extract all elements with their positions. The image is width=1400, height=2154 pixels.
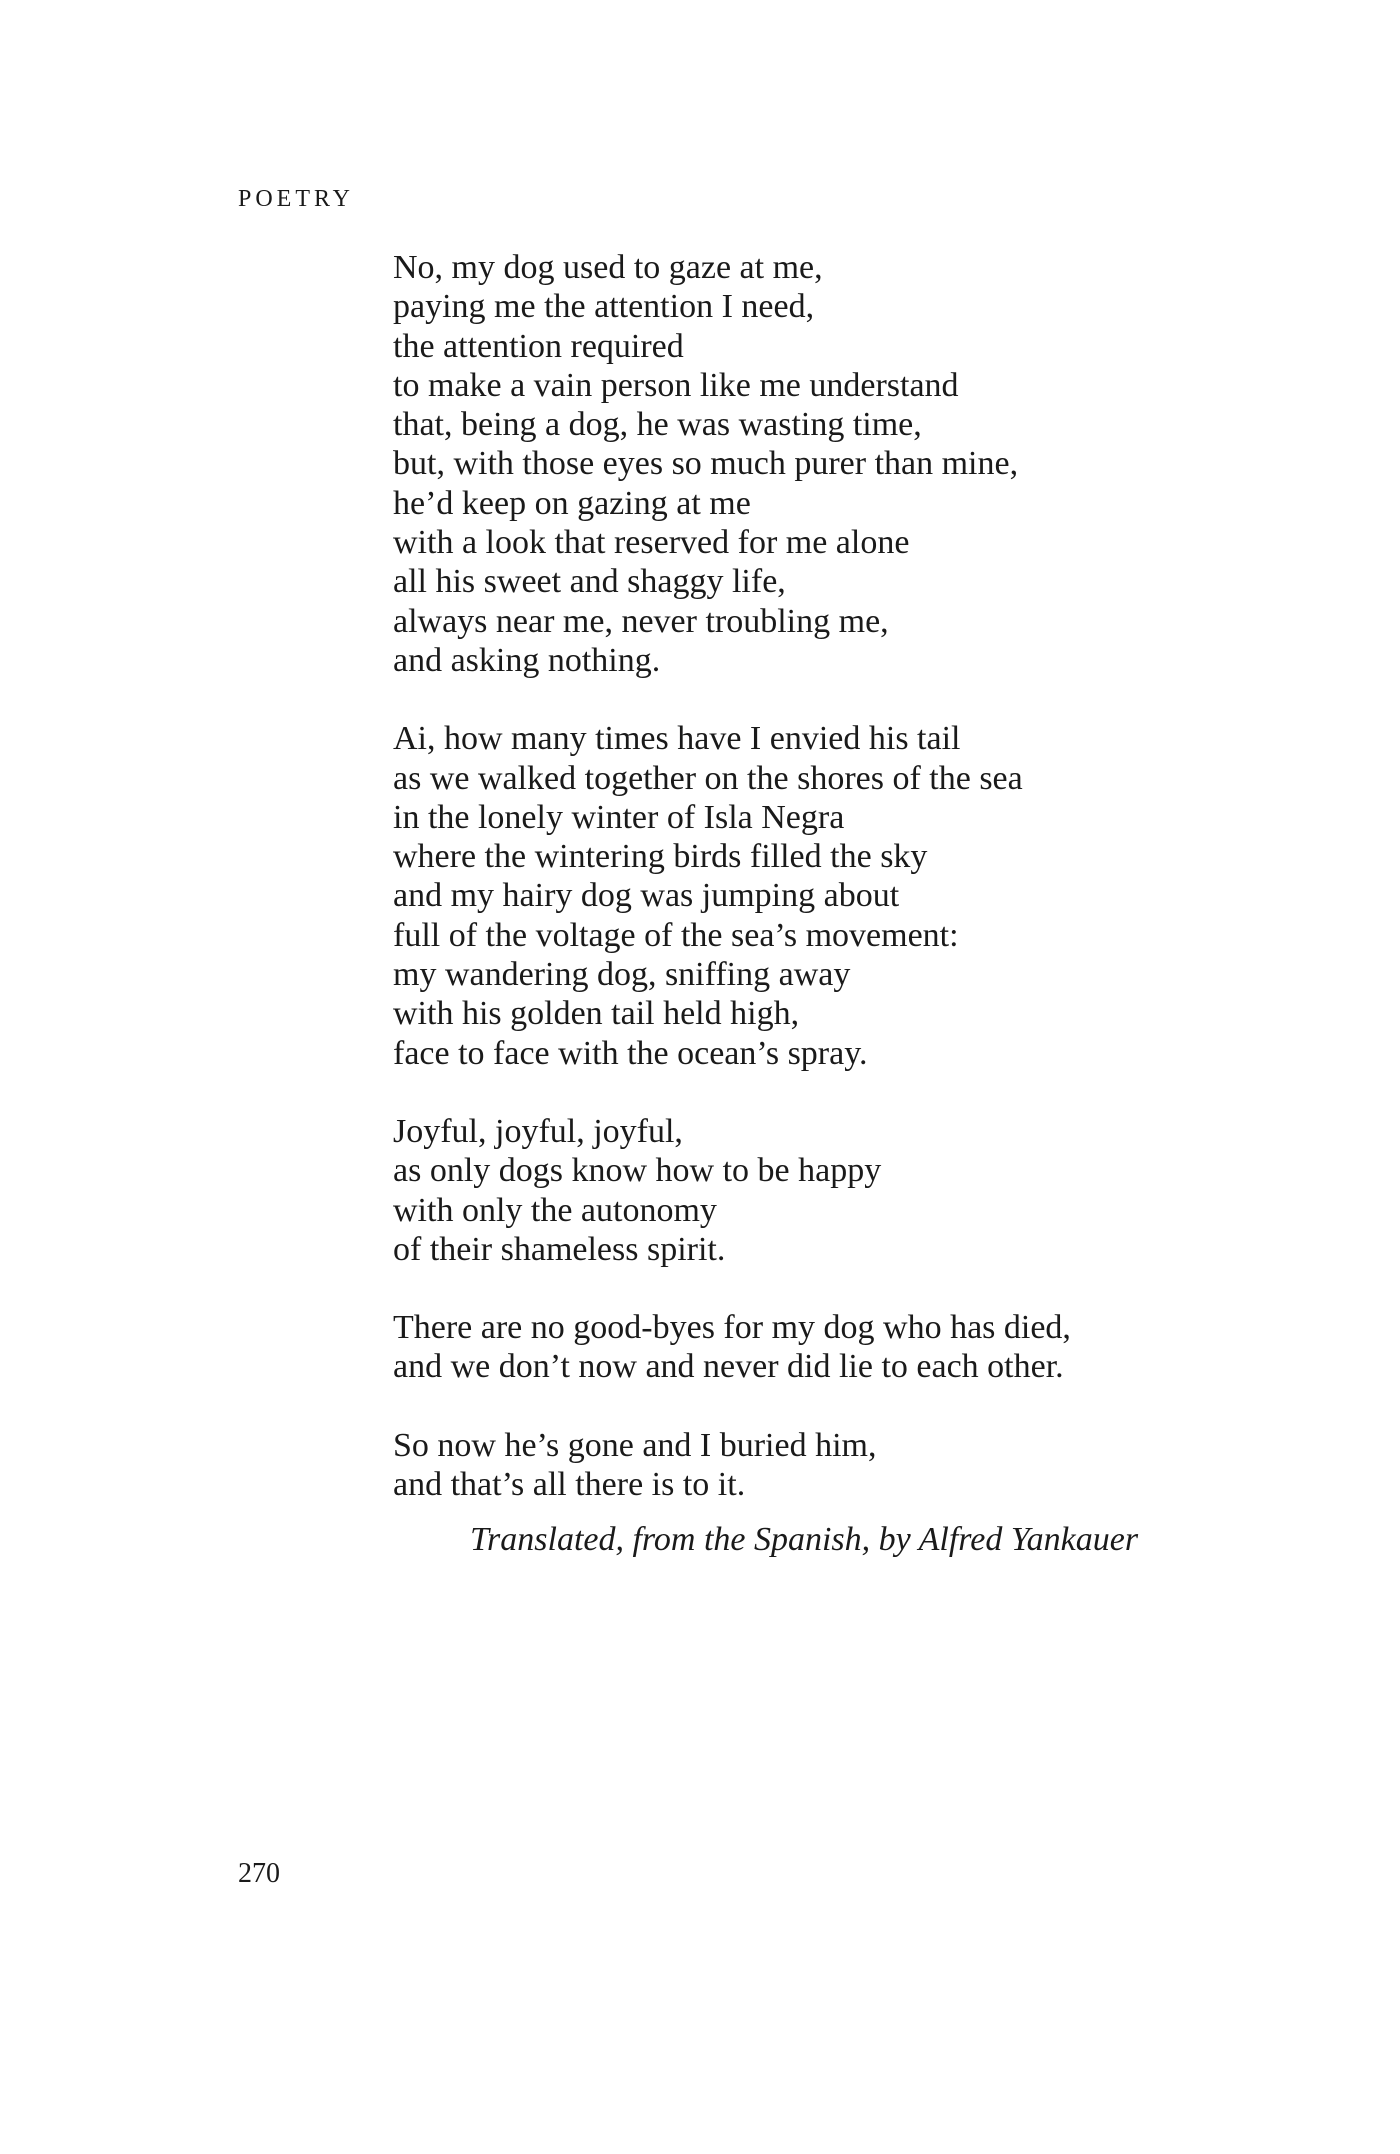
poem-line: There are no good-byes for my dog who has died, <box>393 1309 1071 1347</box>
poem-line: in the lonely winter of Isla Negra <box>393 798 845 836</box>
stanza-2 <box>393 719 1293 1073</box>
stanza-break <box>393 1387 1293 1426</box>
poem-line: with a look that reserved for me alone <box>393 524 910 562</box>
poem-line: of their shameless spirit. <box>393 1230 726 1268</box>
poem-line: with his golden tail held high, <box>393 995 800 1033</box>
page-number: 270 <box>238 1858 280 1889</box>
poem-line: where the wintering birds filled the sky <box>393 838 928 876</box>
poem-line: Ai, how many times have I envied his tail <box>393 720 961 758</box>
stanza-break <box>393 1073 1293 1112</box>
poem-line: he’d keep on gazing at me <box>393 484 751 522</box>
poem-body <box>393 248 1293 1504</box>
poem-line: that, being a dog, he was wasting time, <box>393 406 922 444</box>
poem-line: as only dogs know how to be happy <box>393 1152 882 1190</box>
stanza-5 <box>393 1426 1293 1505</box>
poem-line: but, with those eyes so much purer than mine, <box>393 445 1019 483</box>
poem-line: face to face with the ocean’s spray. <box>393 1034 868 1072</box>
poem-line: and my hairy dog was jumping about <box>393 877 900 915</box>
poem-line: So now he’s gone and I buried him, <box>393 1426 877 1464</box>
poem-line: with only the autonomy <box>393 1191 717 1229</box>
poem-line: all his sweet and shaggy life, <box>393 563 786 601</box>
running-head: POETRY <box>238 186 355 212</box>
poem-line: the attention required <box>393 327 684 365</box>
poem-line: No, my dog used to gaze at me, <box>393 249 823 286</box>
poem-line: to make a vain person like me understand <box>393 366 959 404</box>
stanza-break <box>393 680 1293 719</box>
stanza-4 <box>393 1308 1293 1387</box>
poem-line: Joyful, joyful, joyful, <box>393 1112 683 1150</box>
poem-line: full of the voltage of the sea’s movement: <box>393 916 959 954</box>
stanza-1 <box>393 248 1293 680</box>
poem-line: paying me the attention I need, <box>393 288 815 326</box>
stanza-break <box>393 1269 1293 1308</box>
poem-line: as we walked together on the shores of the sea <box>393 759 1023 797</box>
poem-line: always near me, never troubling me, <box>393 602 889 640</box>
poem-line: and we don’t now and never did lie to each other. <box>393 1348 1064 1386</box>
translator-credit: Translated, from the Spanish, by Alfred Yankauer <box>470 1521 1139 1558</box>
stanza-3 <box>393 1112 1293 1269</box>
poem-line: and asking nothing. <box>393 641 661 679</box>
poem-line: my wandering dog, sniffing away <box>393 956 851 994</box>
poem-line: and that’s all there is to it. <box>393 1466 746 1504</box>
